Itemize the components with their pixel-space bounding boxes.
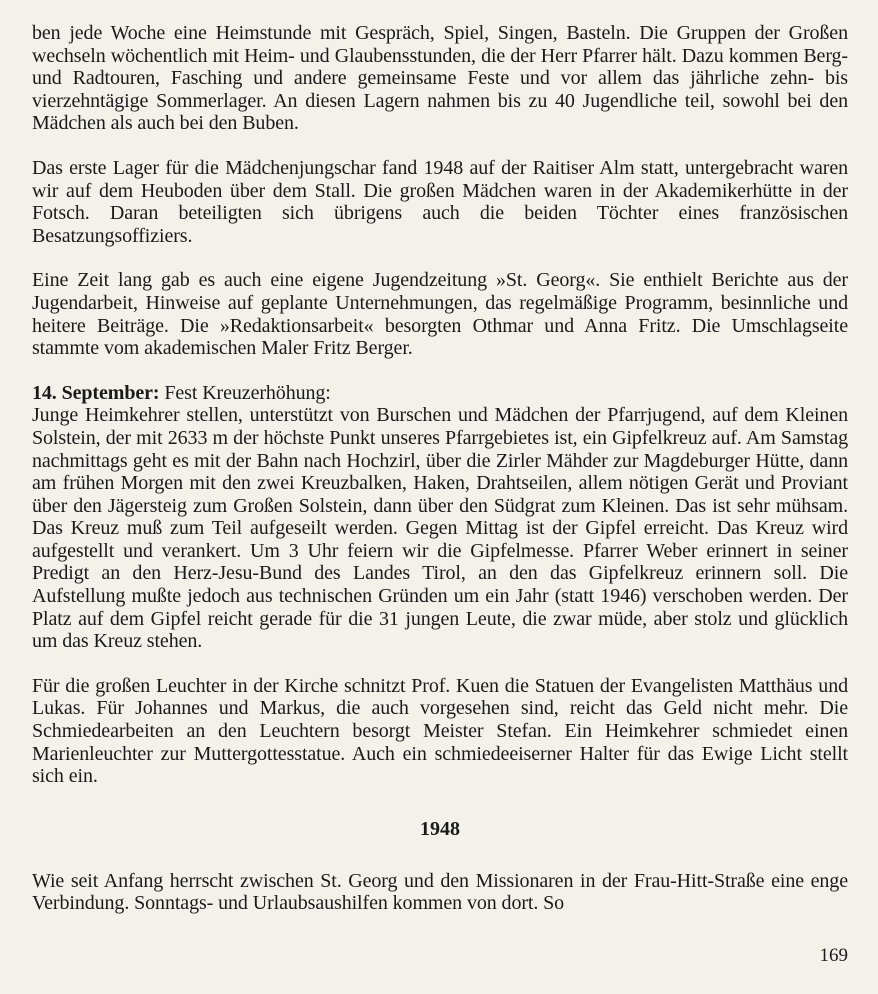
paragraph-youth-newspaper: Eine Zeit lang gab es auch eine eigene Jugendzeitung »St. Georg«. Sie enthielt Berichte aus der Jugendarbeit, Hinweise auf geplante Unternehmungen, das regelmäßige Programm, besinnliche und heitere Beiträge. Die »Redaktionsarbeit« besorgten Othmar und Anna Fritz. Die Umschlagseite stammte vom akademischen Maler Fritz Berger.	[32, 269, 848, 360]
entry-date: 14. September:	[32, 381, 160, 404]
paragraph-missionaries: Wie seit Anfang herrscht zwischen St. Georg und den Missionaren in der Frau-Hitt-Straße eine enge Verbindung. Sonntags- und Urlaubsaushilfen kommen von dort. So	[32, 869, 848, 915]
paragraph-gap	[32, 247, 848, 269]
paragraph-summit-cross: Junge Heimkehrer stellen, unterstützt von Burschen und Mädchen der Pfarrjugend, auf dem Kleinen Solstein, der mit 2633 m der höchste Punkt unseres Pfarrgebietes ist, ein Gipfelkreuz auf. Am Samstag nachmittags geht es mit der Bahn nach Hochzirl, über die Zirler Mähder zur Magdeburger Hütte, dann am frühen Morgen mit den zwei Kreuzbalken, Haken, Drahtseilen, allem nötigen Gerät und Proviant über den Jägersteig zum Großen Solstein, dann über den Südgrat zum Kleinen. Das ist sehr mühsam. Das Kreuz muß zum Teil aufgeseilt werden. Gegen Mittag ist der Gipfel erreicht. Das Kreuz wird aufgestellt und verankert. Um 3 Uhr feiern wir die Gipfelmesse. Pfarrer Weber erinnert in seiner Predigt an den Herz-Jesu-Bund des Landes Tirol, an den das Gipfelkreuz erinnern soll. Die Aufstellung mußte jedoch aus technischen Gründen um ein Jahr (statt 1946) verschoben werden. Der Platz auf dem Gipfel reicht gerade für die 31 jungen Leute, die zwar müde, aber stolz und glücklich um das Kreuz stehen.	[32, 404, 848, 653]
paragraph-gap	[32, 653, 848, 675]
paragraph-summit-cross-heading	[32, 382, 848, 405]
page-number: 169	[819, 945, 848, 966]
entry-subject: Fest Kreuzerhöhung:	[159, 381, 331, 404]
section-gap	[32, 840, 848, 870]
paragraph-gap	[32, 135, 848, 157]
paragraph-youth-groups: ben jede Woche eine Heimstunde mit Gespräch, Spiel, Singen, Basteln. Die Gruppen der Großen wechseln wöchentlich mit Heim- und Glaubensstunden, die der Herr Pfarrer hält. Dazu kommen Berg- und Radtouren, Fasching und andere gemeinsame Feste und vor allem das jährliche zehn- bis vierzehntägige Sommerlager. An diesen Lagern nahmen bis zu 40 Jugendliche teil, sowohl bei den Mädchen als auch bei den Buben.	[32, 22, 848, 135]
paragraph-church-candlesticks: Für die großen Leuchter in der Kirche schnitzt Prof. Kuen die Statuen der Evangelisten Matthäus und Lukas. Für Johannes und Markus, die auch vorgesehen sind, reicht das Geld nicht mehr. Die Schmiedearbeiten an den Leuchtern besorgt Meister Stefan. Ein Heimkehrer schmiedet einen Marienleuchter zur Muttergottesstatue. Auch ein schmiedeeiserner Halter für das Ewige Licht stellt sich ein.	[32, 674, 848, 788]
year-heading: 1948	[420, 817, 460, 840]
section-gap	[32, 788, 848, 818]
page-content	[32, 22, 848, 915]
paragraph-first-camp: Das erste Lager für die Mädchenjungschar fand 1948 auf der Raitiser Alm statt, untergebracht waren wir auf dem Heuboden über dem Stall. Die großen Mädchen waren in der Akademikerhütte in der Fotsch. Daran beteiligten sich übrigens auch die beiden Töchter eines französischen Besatzungsoffiziers.	[32, 156, 848, 247]
paragraph-gap	[32, 360, 848, 382]
